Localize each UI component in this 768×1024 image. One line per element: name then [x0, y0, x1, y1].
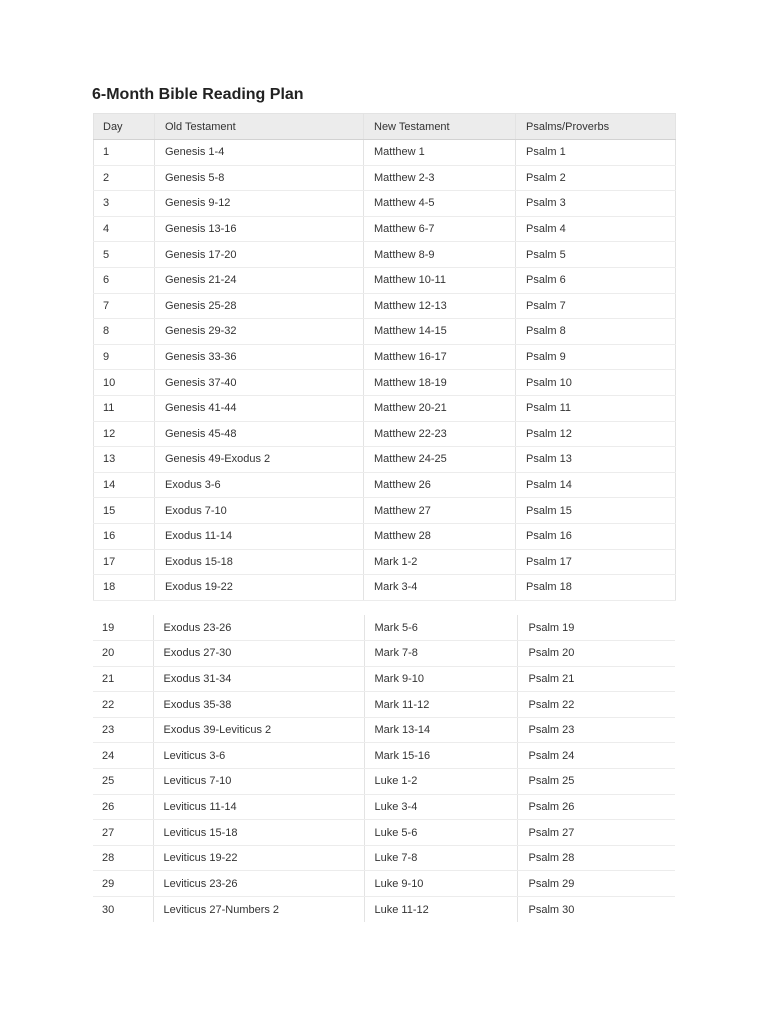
cell-day: 21	[93, 666, 153, 692]
table-row	[94, 140, 676, 166]
cell-day: 20	[93, 641, 153, 667]
cell-old-testament: Leviticus 7-10	[153, 769, 364, 795]
cell-psalms-proverbs: Psalm 24	[517, 743, 675, 769]
cell-psalms-proverbs: Psalm 6	[516, 267, 676, 293]
cell-day: 19	[93, 615, 153, 641]
cell-old-testament: Exodus 15-18	[155, 549, 364, 575]
cell-old-testament: Exodus 3-6	[155, 472, 364, 498]
cell-old-testament: Genesis 1-4	[155, 140, 364, 166]
cell-day: 13	[94, 447, 155, 473]
table-row	[93, 641, 675, 667]
table-row	[94, 370, 676, 396]
cell-day: 7	[94, 293, 155, 319]
cell-new-testament: Matthew 14-15	[364, 319, 516, 345]
cell-psalms-proverbs: Psalm 8	[516, 319, 676, 345]
table-row	[94, 191, 676, 217]
cell-psalms-proverbs: Psalm 13	[516, 447, 676, 473]
cell-new-testament: Luke 1-2	[364, 769, 517, 795]
table-row	[93, 769, 675, 795]
cell-new-testament: Mark 13-14	[364, 717, 517, 743]
cell-old-testament: Leviticus 3-6	[153, 743, 364, 769]
cell-day: 30	[93, 897, 153, 923]
cell-new-testament: Matthew 20-21	[364, 395, 516, 421]
cell-old-testament: Exodus 11-14	[155, 523, 364, 549]
cell-old-testament: Genesis 33-36	[155, 344, 364, 370]
cell-psalms-proverbs: Psalm 10	[516, 370, 676, 396]
cell-old-testament: Exodus 31-34	[153, 666, 364, 692]
cell-new-testament: Matthew 4-5	[364, 191, 516, 217]
cell-new-testament: Matthew 8-9	[364, 242, 516, 268]
cell-day: 6	[94, 267, 155, 293]
cell-day: 26	[93, 794, 153, 820]
cell-old-testament: Genesis 9-12	[155, 191, 364, 217]
cell-old-testament: Genesis 25-28	[155, 293, 364, 319]
cell-psalms-proverbs: Psalm 7	[516, 293, 676, 319]
cell-psalms-proverbs: Psalm 21	[517, 666, 675, 692]
table-row	[94, 344, 676, 370]
cell-old-testament: Exodus 39-Leviticus 2	[153, 717, 364, 743]
cell-day: 17	[94, 549, 155, 575]
table-row	[94, 216, 676, 242]
cell-new-testament: Matthew 1	[364, 140, 516, 166]
cell-day: 8	[94, 319, 155, 345]
cell-new-testament: Matthew 10-11	[364, 267, 516, 293]
cell-new-testament: Luke 7-8	[364, 845, 517, 871]
cell-new-testament: Mark 9-10	[364, 666, 517, 692]
header-psalms-proverbs: Psalms/Proverbs	[516, 114, 676, 140]
cell-day: 5	[94, 242, 155, 268]
table-row	[93, 692, 675, 718]
table-row	[94, 293, 676, 319]
cell-psalms-proverbs: Psalm 18	[516, 575, 676, 601]
cell-day: 15	[94, 498, 155, 524]
table-row	[94, 242, 676, 268]
cell-day: 10	[94, 370, 155, 396]
cell-new-testament: Matthew 27	[364, 498, 516, 524]
cell-new-testament: Matthew 12-13	[364, 293, 516, 319]
table-row	[94, 472, 676, 498]
cell-new-testament: Luke 5-6	[364, 820, 517, 846]
cell-new-testament: Mark 5-6	[364, 615, 517, 641]
table-body-part-2	[93, 615, 675, 922]
cell-psalms-proverbs: Psalm 16	[516, 523, 676, 549]
cell-day: 1	[94, 140, 155, 166]
cell-day: 22	[93, 692, 153, 718]
cell-old-testament: Genesis 21-24	[155, 267, 364, 293]
cell-day: 29	[93, 871, 153, 897]
table-header-row	[94, 114, 676, 140]
cell-day: 9	[94, 344, 155, 370]
reading-plan-table-continued	[93, 615, 675, 922]
cell-new-testament: Matthew 16-17	[364, 344, 516, 370]
cell-old-testament: Genesis 17-20	[155, 242, 364, 268]
cell-day: 4	[94, 216, 155, 242]
cell-new-testament: Matthew 28	[364, 523, 516, 549]
cell-new-testament: Mark 7-8	[364, 641, 517, 667]
reading-plan-table	[93, 113, 676, 601]
cell-old-testament: Genesis 49-Exodus 2	[155, 447, 364, 473]
cell-old-testament: Leviticus 23-26	[153, 871, 364, 897]
cell-new-testament: Matthew 22-23	[364, 421, 516, 447]
table-row	[94, 267, 676, 293]
table-row	[93, 897, 675, 923]
table-row	[94, 447, 676, 473]
cell-new-testament: Luke 11-12	[364, 897, 517, 923]
table-row	[93, 743, 675, 769]
cell-psalms-proverbs: Psalm 29	[517, 871, 675, 897]
cell-new-testament: Mark 15-16	[364, 743, 517, 769]
cell-psalms-proverbs: Psalm 23	[517, 717, 675, 743]
cell-psalms-proverbs: Psalm 27	[517, 820, 675, 846]
cell-new-testament: Mark 11-12	[364, 692, 517, 718]
cell-psalms-proverbs: Psalm 2	[516, 165, 676, 191]
cell-old-testament: Exodus 23-26	[153, 615, 364, 641]
cell-old-testament: Genesis 5-8	[155, 165, 364, 191]
cell-day: 23	[93, 717, 153, 743]
cell-old-testament: Genesis 41-44	[155, 395, 364, 421]
table-row	[94, 523, 676, 549]
table-row	[93, 794, 675, 820]
cell-psalms-proverbs: Psalm 22	[517, 692, 675, 718]
cell-day: 11	[94, 395, 155, 421]
table-row	[94, 575, 676, 601]
table-row	[93, 615, 675, 641]
cell-day: 25	[93, 769, 153, 795]
cell-psalms-proverbs: Psalm 30	[528, 903, 575, 916]
cell-psalms-proverbs: Psalm 12	[516, 421, 676, 447]
cell-old-testament: Genesis 37-40	[155, 370, 364, 396]
cell-psalms-proverbs: Psalm 15	[516, 498, 676, 524]
cell-psalms-proverbs: Psalm 4	[516, 216, 676, 242]
table-row	[94, 549, 676, 575]
cell-old-testament: Genesis 13-16	[155, 216, 364, 242]
cell-old-testament: Leviticus 11-14	[153, 794, 364, 820]
table-row	[93, 871, 675, 897]
cell-psalms-proverbs: Psalm 11	[516, 395, 676, 421]
cell-new-testament: Mark 3-4	[364, 575, 516, 601]
cell-old-testament: Leviticus 19-22	[153, 845, 364, 871]
cell-new-testament: Luke 3-4	[364, 794, 517, 820]
cell-day: 28	[93, 845, 153, 871]
cell-psalms-proverbs: Psalm 20	[517, 641, 675, 667]
table-row	[94, 319, 676, 345]
cell-psalms-proverbs: Psalm 19	[517, 615, 675, 641]
cell-new-testament: Matthew 24-25	[364, 447, 516, 473]
cell-old-testament: Leviticus 27-Numbers 2	[153, 897, 364, 923]
cell-psalms-proverbs: Psalm 14	[516, 472, 676, 498]
cell-psalms-proverbs: Psalm 26	[517, 794, 675, 820]
table-row	[94, 421, 676, 447]
cell-day: 16	[94, 523, 155, 549]
cell-old-testament: Exodus 19-22	[155, 575, 364, 601]
cell-new-testament: Matthew 26	[364, 472, 516, 498]
cell-psalms-proverbs: Psalm 9	[516, 344, 676, 370]
table-row	[94, 498, 676, 524]
header-old-testament: Old Testament	[155, 114, 364, 140]
cell-psalms-proverbs: Psalm 25	[517, 769, 675, 795]
cell-psalms-proverbs: Psalm 28	[517, 845, 675, 871]
table-row	[93, 717, 675, 743]
cell-psalms-proverbs: Psalm 5	[516, 242, 676, 268]
cell-psalms-proverbs: Psalm 1	[516, 140, 676, 166]
table-row	[93, 820, 675, 846]
cell-day: 3	[94, 191, 155, 217]
cell-new-testament: Matthew 6-7	[364, 216, 516, 242]
header-day: Day	[94, 114, 155, 140]
cell-old-testament: Exodus 27-30	[153, 641, 364, 667]
cell-new-testament: Matthew 18-19	[364, 370, 516, 396]
cell-new-testament: Matthew 2-3	[364, 165, 516, 191]
table-row	[93, 666, 675, 692]
cell-old-testament: Exodus 7-10	[155, 498, 364, 524]
cell-day: 24	[93, 743, 153, 769]
cell-old-testament: Genesis 45-48	[155, 421, 364, 447]
cell-old-testament: Exodus 35-38	[153, 692, 364, 718]
cell-new-testament: Mark 1-2	[364, 549, 516, 575]
cell-day: 12	[94, 421, 155, 447]
cell-day: 14	[94, 472, 155, 498]
table-row	[94, 395, 676, 421]
cell-day: 18	[94, 575, 155, 601]
cell-old-testament: Leviticus 15-18	[153, 820, 364, 846]
cell-day: 27	[93, 820, 153, 846]
cell-old-testament: Genesis 29-32	[155, 319, 364, 345]
cell-day: 2	[94, 165, 155, 191]
header-new-testament: New Testament	[364, 114, 516, 140]
page-title: 6-Month Bible Reading Plan	[92, 86, 304, 103]
table-body-part-1	[94, 140, 676, 601]
cell-new-testament: Luke 9-10	[364, 871, 517, 897]
cell-psalms-proverbs: Psalm 17	[516, 549, 676, 575]
cell-psalms-proverbs: Psalm 3	[516, 191, 676, 217]
table-row	[93, 845, 675, 871]
table-row	[94, 165, 676, 191]
